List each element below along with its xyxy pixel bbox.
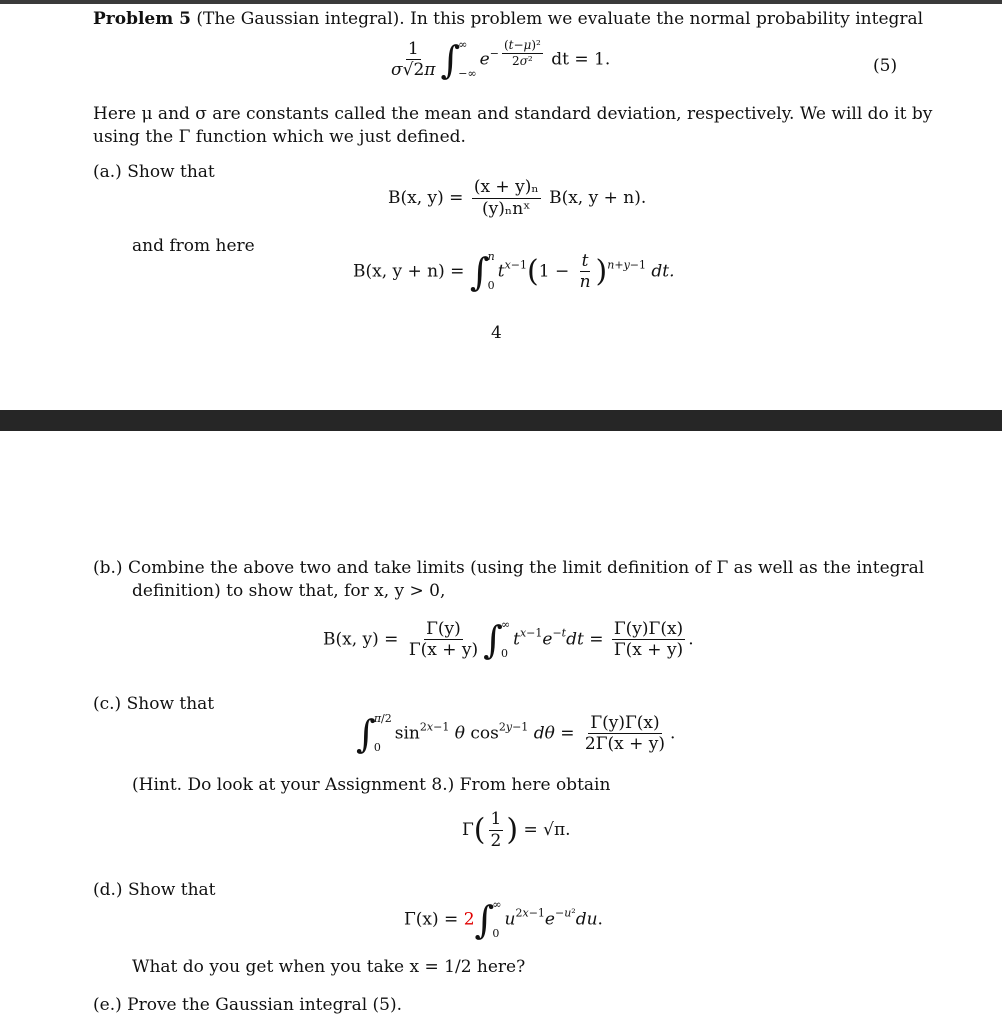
- part-b-lhs: B(x, y) =: [323, 629, 399, 650]
- part-a-text: Show that: [127, 162, 215, 182]
- paragraph-line-2: using the Γ function which we just defined.: [93, 127, 466, 147]
- eq2-rhs: dt.: [651, 261, 675, 282]
- part-d-text: Show that: [127, 880, 216, 900]
- part-a-label: (a.): [93, 162, 122, 182]
- problem-heading-line: [93, 8, 923, 31]
- part-d-heading: [93, 879, 216, 902]
- equation-number: (5): [873, 56, 898, 76]
- part-d-question: What do you get when you take x = 1/2 here?: [132, 957, 526, 977]
- equation-5: $\frac{1}{\sigma√2\pi}$ ∫ ∞ −∞ $e^{- \frac{\text{(t−μ)²}}{\text{2σ²}}}$ dt = 1.: [391, 37, 611, 82]
- part-c-text: Show that: [126, 694, 215, 714]
- part-d-lhs: Γ(x) =: [404, 909, 459, 930]
- part-c-fraction: $\frac{\Gamma(y)\Gamma(x)}{2\Gamma(x + y)}$: [584, 712, 666, 755]
- eq5-prefactor: $\frac{1}{\sigma√2\pi}$: [391, 38, 436, 81]
- and-from-here: and from here: [132, 236, 255, 256]
- page-separator: [0, 410, 1002, 431]
- part-e-text: Prove the Gaussian integral (5).: [127, 995, 403, 1015]
- part-b-equation: B(x, y) = $\frac{\Gamma(y)}{\Gamma(x + y)}$ ∫ ∞ 0 $t^{x-1}e^{-t}dt$ = $\frac{\Gamma(y)\Gamma(x)}{\Gamma(x + y)}$ .: [323, 618, 694, 662]
- part-b-label: (b.): [93, 558, 123, 578]
- part-e-line: [93, 994, 402, 1017]
- eq5-rhs: dt = 1.: [551, 49, 611, 70]
- eq1-rhs: B(x, y + n).: [549, 187, 647, 208]
- eq1-lhs: B(x, y) =: [388, 187, 464, 208]
- part-b-line-1: [93, 557, 924, 580]
- part-d-label: (d.): [93, 880, 123, 900]
- part-b-text: Combine the above two and take limits (using the limit definition of Γ as well as the integral: [127, 558, 925, 578]
- problem-title: Problem 5: [93, 9, 191, 29]
- part-b-line-2: definition) to show that, for x, y > 0,: [132, 581, 446, 601]
- part-e-label: (e.): [93, 995, 122, 1015]
- part-b-fraction-2: $\frac{\Gamma(y)\Gamma(x)}{\Gamma(x + y)}$: [613, 618, 684, 661]
- part-c-heading: [93, 693, 214, 716]
- part-b-fraction-1: $\frac{\Gamma(y)}{\Gamma(x + y)}$: [408, 618, 479, 661]
- eq2-lhs: B(x, y + n) =: [353, 261, 465, 282]
- problem-intro: (The Gaussian integral). In this problem we evaluate the normal probability integral: [196, 9, 924, 29]
- gamma-half-rhs: = √π.: [523, 819, 571, 840]
- part-a-equation-2: B(x, y + n) = ∫ n 0 $t^{x-1}(1$ − $\frac{t}{n}$ )$^{n+y-1}$ dt.: [353, 250, 675, 294]
- part-a-equation-1: [388, 178, 646, 219]
- part-c-label: (c.): [93, 694, 122, 714]
- part-a-heading: [93, 161, 215, 184]
- viewer-top-bar: [0, 0, 1002, 4]
- part-c-hint: (Hint. Do look at your Assignment 8.) From here obtain: [132, 775, 611, 795]
- paragraph-line-1: Here μ and σ are constants called the mean and standard deviation, respectively. We will do it by: [93, 104, 933, 124]
- page-number: 4: [491, 323, 502, 343]
- part-d-equation: Γ(x) = 2∫ ∞ 0 $u^{2x-1}e^{-u^2}du$.: [404, 898, 603, 942]
- part-c-equation: ∫ π/2 0 $\sin^{2x-1} \theta$ $\cos^{2y-1} d\theta$ = $\frac{\Gamma(y)\Gamma(x)}{2\Gamma(x + y)}$ .: [356, 712, 676, 756]
- eq1-fraction: $\frac{\text{(x + y)ₙ}}{\text{(y)ₙnˣ}}$: [473, 177, 539, 219]
- gamma-half-equation: Γ( $\frac{1}{2}$ ) = √π.: [462, 809, 571, 851]
- highlighted-factor: 2: [463, 909, 475, 930]
